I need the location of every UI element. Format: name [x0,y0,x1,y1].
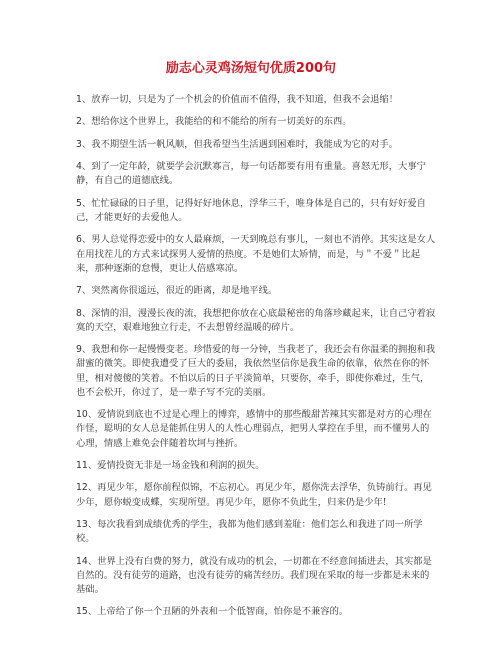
quote-list [76,93,438,628]
quote-number: 6、 [76,234,92,246]
quote-text: 每次我看到成绩优秀的学生，我都为他们感到羞耻：他们怎么和我进了同一所学校。 [76,518,423,545]
quote-item [76,605,438,619]
quote-item [76,343,438,400]
quote-item [76,138,438,152]
quote-number: 2、 [76,116,92,128]
quote-number: 10、 [76,409,98,421]
quote-item [76,555,438,598]
quote-number: 12、 [76,482,98,494]
quote-item [76,307,438,335]
quote-text: 深情的泪，漫漫长夜的流，我想把你放在心底最秘密的角落珍藏起来，让自己守着寂寞的天空，艰难地独立行走，不去想曾经温暖的碎片。 [76,307,436,333]
quote-item [76,284,438,298]
quote-item [76,197,438,225]
quote-text: 爱情投资无非是一场金钱和利润的损失。 [97,459,265,471]
quote-text: 上帝给了你一个丑陋的外表和一个低智商，怕你是不兼容的。 [97,606,349,618]
quote-number: 13、 [76,518,98,530]
quote-text: 爱情说到底也不过是心理上的博弈，感情中的那些酸甜苦辣其实都是对方的心理在作怪，聪明的女人总是能抓住男人的人性心理弱点，把男人掌控在手里，而不懂男人的心理，情感上难免会伴随着坎坷与挫折。 [76,409,432,449]
quote-item [76,160,438,188]
quote-item [76,115,438,129]
document-title: 励志心灵鸡汤短句优质200句 [165,61,337,76]
quote-text: 再见少年，愿你前程似锦，不忘初心。再见少年，愿你洗去浮华，负铸前行。再见少年，愿你蜕变成蝶，实现所望。再见少年，愿你不负此生，归来仍是少年! [76,482,432,508]
quote-item [76,233,438,276]
quote-number: 11、 [76,459,98,471]
quote-text: 世界上没有白费的努力，就没有成功的机会，一切都在不经意间插进去，其实都是自然的。没有徒劳的道路，也没有徒劳的痛苦经历。我们现在采取的每一步都是未来的基础。 [76,555,432,595]
quote-text: 到了一定年龄，就要学会沉默寡言，每一句话都要有用有重量。喜怒无形，大事宁静，有自己的道德底线。 [76,161,426,187]
quote-number: 9、 [76,344,92,356]
quote-text: 放弃一切，只是为了一个机会的价值而不值得，我不知道，但我不会退缩！ [91,94,399,105]
quote-number: 15、 [76,606,98,618]
quote-text: 突然离你很遥远，很近的距离，却是地平线。 [91,285,278,297]
quote-number: 3、 [76,138,92,150]
quote-text: 忙忙碌碌的日子里，记得好好地休息，浮华三千，唯身体是自己的，只有好好爱自己，才能更好的去爱他人。 [76,197,426,223]
quote-text: 想给你这个世界上，我能给的和不能给的所有一切美好的东西。 [91,116,352,128]
quote-text: 我想和你一起慢慢变老。珍惜爱的每一分钟，当我老了，我还会有你温柔的拥抱和我甜蜜的微笑。即使我遭受了巨大的委屈，我依然坚信你是我生命的依靠，依然在你的怀里，相对傻傻的笑着。不怕以后的日子平淡简单，只要你，牵手，即使你难过，生气，也不会松开，你过了，是一辈子写不完的美丽。 [76,344,436,398]
quote-number: 8、 [76,307,92,319]
quote-item [76,518,438,546]
quote-number: 14、 [76,555,98,567]
quote-item [76,408,438,451]
quote-number: 1、 [76,94,92,105]
quote-number: 5、 [76,197,92,209]
quote-item [76,93,438,107]
quote-number: 4、 [76,161,92,173]
quote-item [76,481,438,509]
quote-text: 我不期望生活一帆风顺，但我希望当生活遇到困难时，我能成为它的对手。 [91,138,399,150]
quote-number: 7、 [76,285,92,297]
quote-item [76,459,438,473]
quote-text: 男人总觉得恋爱中的女人最麻烦，一天到晚总有事儿，一刻也不消停。其实这是女人在用找茬儿的方式来试探男人爱情的热度。不是她们太矫情，而是，与＂不爱＂比起来，那种逐渐的怠慢，更让人倍感寒凉。 [76,234,436,274]
